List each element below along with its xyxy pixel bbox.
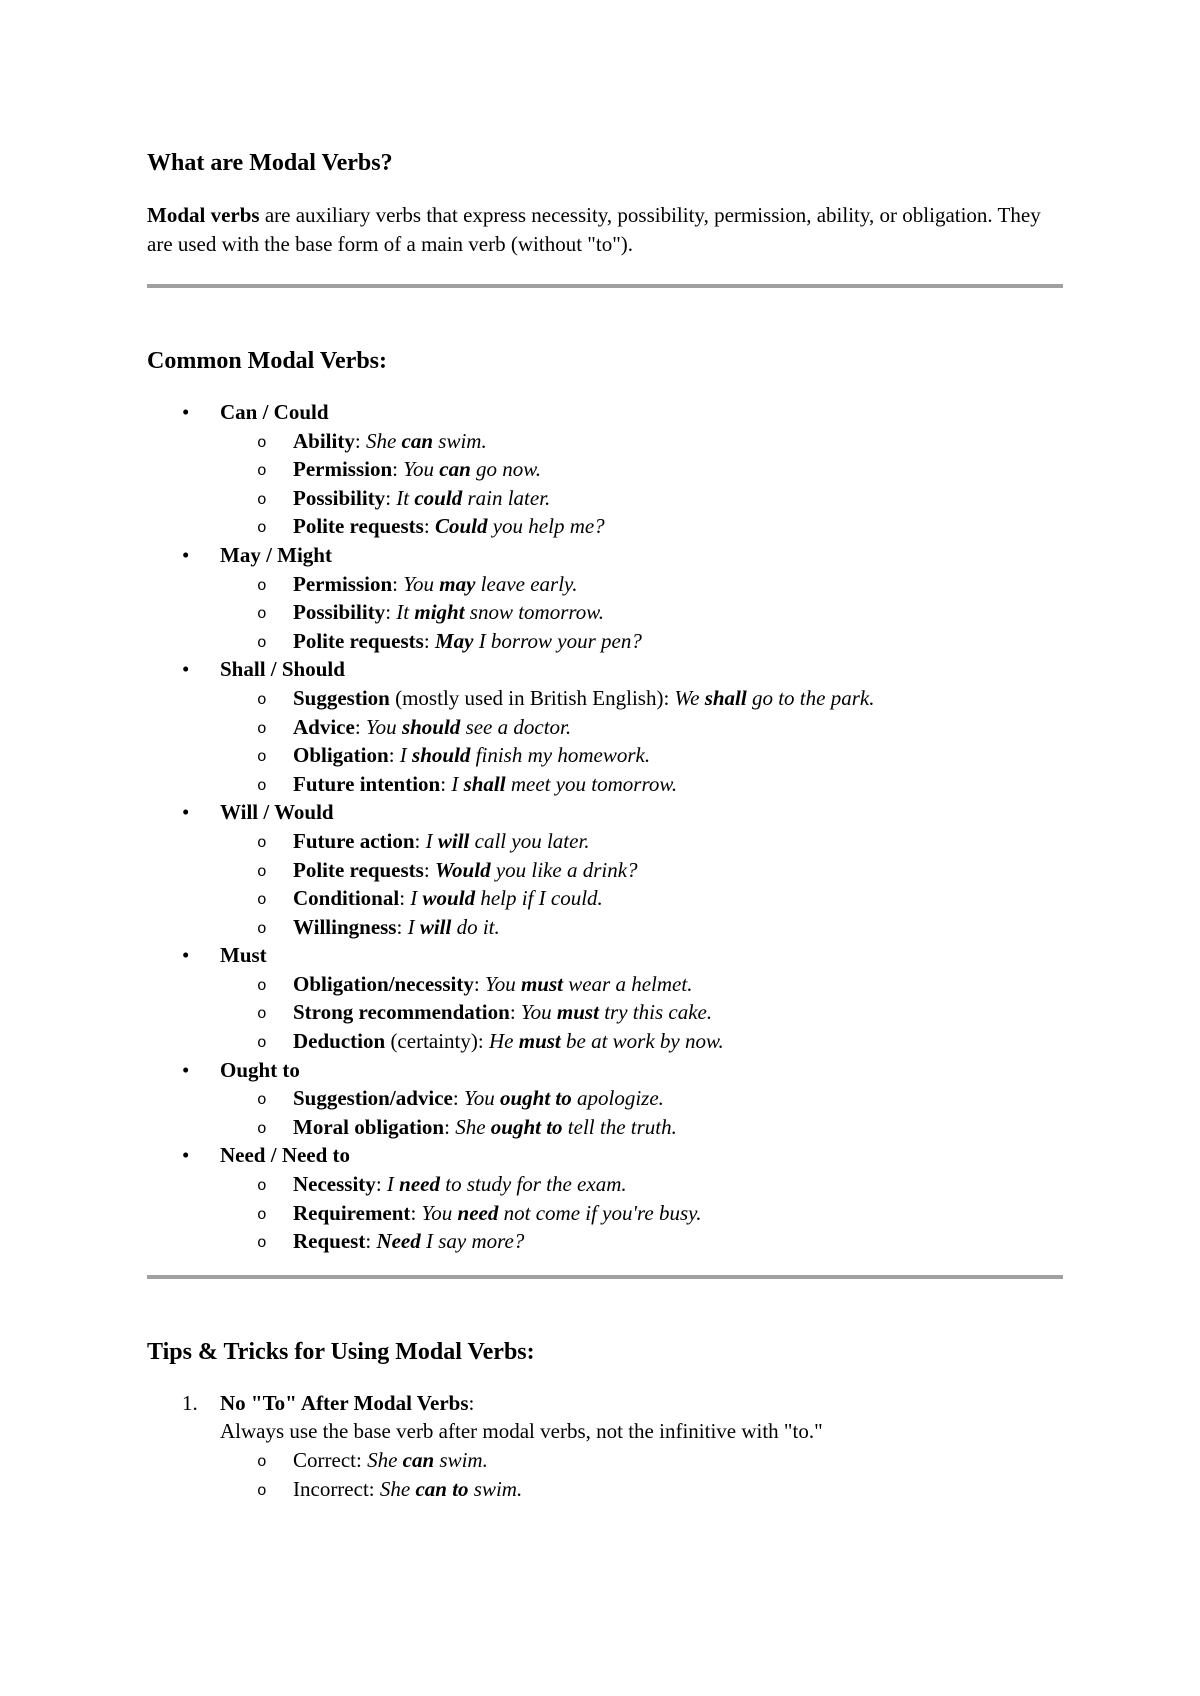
- usage-item: [147, 770, 1063, 799]
- modal-group: [147, 1056, 1063, 1142]
- example-sentence: [435, 629, 642, 653]
- example-post: go to the park.: [746, 685, 875, 710]
- circle-bullet-icon: o: [257, 605, 267, 624]
- usage-item: [147, 713, 1063, 742]
- usage-item: [147, 1027, 1063, 1056]
- usage-list: [220, 427, 1063, 541]
- example-sentence: [451, 772, 677, 796]
- example-pre: She: [367, 1448, 403, 1472]
- example-pre: You: [365, 714, 402, 739]
- circle-bullet-icon: o: [257, 862, 267, 881]
- circle-bullet-icon: o: [257, 719, 267, 738]
- tip-example-label: Incorrect:: [293, 1476, 380, 1501]
- example-sentence: [489, 1029, 724, 1053]
- example-sentence: [426, 829, 590, 853]
- example-post: you help me?: [487, 514, 605, 539]
- example-sentence: [485, 972, 693, 996]
- example-post: swim.: [433, 428, 487, 453]
- usage-item: [147, 427, 1063, 456]
- colon: :: [423, 857, 435, 882]
- usage-label: Polite requests: [293, 857, 424, 882]
- colon: :: [385, 600, 397, 625]
- example-pre: I: [451, 771, 464, 796]
- modal-group-title: Will / Would: [220, 800, 334, 825]
- example-modal: Could: [434, 514, 488, 539]
- example-modal: need: [399, 1172, 440, 1197]
- circle-bullet-icon: o: [257, 490, 267, 509]
- example-post: see a doctor.: [460, 714, 572, 739]
- example-post: be at work by now.: [560, 1029, 724, 1054]
- example-sentence: [464, 1086, 664, 1110]
- example-post: do it.: [451, 914, 500, 939]
- modal-group: [147, 798, 1063, 941]
- example-sentence: [403, 457, 541, 481]
- colon: :: [423, 514, 435, 539]
- usage-label: Deduction: [293, 1029, 386, 1054]
- circle-bullet-icon: o: [257, 891, 267, 910]
- horizontal-rule: [147, 1275, 1063, 1279]
- example-post: swim.: [434, 1448, 488, 1472]
- colon: :: [392, 457, 404, 482]
- example-modal: shall: [463, 771, 506, 796]
- colon: :: [354, 428, 366, 453]
- tip-number: 1.: [182, 1390, 198, 1415]
- usage-item: [147, 484, 1063, 513]
- example-sentence: [403, 572, 577, 596]
- example-sentence: [435, 858, 638, 882]
- modal-verb-list: [147, 398, 1063, 1256]
- example-post: I say more?: [420, 1229, 525, 1254]
- usage-label: Request: [293, 1229, 366, 1254]
- modal-group: [147, 541, 1063, 655]
- circle-bullet-icon: o: [257, 1481, 267, 1500]
- example-modal: must: [518, 1029, 561, 1054]
- example-modal: shall: [704, 685, 747, 710]
- tip-title: No "To" After Modal Verbs: [220, 1390, 469, 1415]
- example-modal: may: [439, 571, 476, 596]
- usage-note: (mostly used in British English): [389, 685, 664, 710]
- example-pre: You: [484, 971, 521, 996]
- usage-item: [147, 856, 1063, 885]
- example-pre: You: [520, 1000, 557, 1025]
- modal-group-title: Shall / Should: [220, 657, 345, 682]
- example-sentence: [400, 743, 650, 767]
- example-post: I borrow your pen?: [473, 628, 642, 653]
- usage-label: Conditional: [293, 886, 400, 911]
- usage-item: [147, 570, 1063, 599]
- usage-list: [220, 684, 1063, 798]
- usage-label: Future action: [293, 828, 415, 853]
- tips-list: [147, 1389, 1063, 1503]
- bullet-icon: •: [182, 542, 190, 567]
- usage-label: Requirement: [293, 1200, 411, 1225]
- example-modal: May: [434, 628, 474, 653]
- example-sentence: [396, 486, 550, 510]
- usage-label: Suggestion: [293, 685, 390, 710]
- tip-example: [147, 1446, 1063, 1475]
- tip-example-label: Correct:: [293, 1448, 368, 1472]
- circle-bullet-icon: o: [257, 433, 267, 452]
- colon: :: [410, 1200, 422, 1225]
- usage-item: [147, 598, 1063, 627]
- intro-bold-term: Modal verbs: [147, 203, 260, 227]
- tip-item: [147, 1389, 1063, 1503]
- example-modal: Would: [434, 857, 491, 882]
- example-sentence: [455, 1115, 677, 1139]
- example-post: rain later.: [462, 485, 551, 510]
- example-modal: ought to: [490, 1114, 563, 1139]
- example-post: apologize.: [571, 1086, 664, 1111]
- heading-what-are-modal-verbs: What are Modal Verbs?: [147, 150, 393, 176]
- usage-label: Obligation/necessity: [293, 971, 474, 996]
- usage-item: [147, 512, 1063, 541]
- modal-group: [147, 398, 1063, 541]
- usage-item: [147, 970, 1063, 999]
- example-pre: It: [396, 485, 415, 510]
- example-post: snow tomorrow.: [464, 600, 604, 625]
- example-post: meet you tomorrow.: [505, 771, 678, 796]
- tip-example-list: [220, 1446, 1063, 1503]
- usage-label: Strong recommendation: [293, 1000, 510, 1025]
- circle-bullet-icon: o: [257, 462, 267, 481]
- colon: :: [365, 1229, 377, 1254]
- usage-item: [147, 1199, 1063, 1228]
- modal-group-title: Need / Need to: [220, 1143, 351, 1168]
- usage-item: [147, 684, 1063, 713]
- usage-label: Suggestion/advice: [293, 1086, 453, 1111]
- example-post: call you later.: [469, 828, 590, 853]
- example-post: finish my homework.: [470, 743, 651, 768]
- usage-label: Willingness: [293, 914, 397, 939]
- example-post: help if I could.: [475, 886, 603, 911]
- circle-bullet-icon: o: [257, 1091, 267, 1110]
- example-post: not come if you're busy.: [498, 1200, 702, 1225]
- bullet-icon: •: [182, 1057, 190, 1082]
- example-sentence: [422, 1201, 702, 1225]
- usage-label: Necessity: [293, 1172, 376, 1197]
- usage-list: [220, 570, 1063, 656]
- colon: :: [477, 1029, 489, 1054]
- usage-list: [220, 1084, 1063, 1141]
- colon: :: [385, 485, 397, 510]
- example-modal: would: [422, 886, 476, 911]
- modal-group-title: Must: [220, 943, 267, 968]
- circle-bullet-icon: o: [257, 1234, 267, 1253]
- tip-example: [147, 1475, 1063, 1504]
- example-sentence: [435, 514, 605, 538]
- example-sentence: [410, 886, 603, 910]
- example-post: swim.: [468, 1476, 523, 1501]
- example-post: wear a helmet.: [562, 971, 693, 996]
- example-pre: I: [386, 1172, 400, 1197]
- usage-list: [220, 970, 1063, 1056]
- example-modal: can: [439, 457, 471, 482]
- usage-label: Possibility: [293, 485, 386, 510]
- example-pre: It: [396, 600, 415, 625]
- example-sentence: [366, 429, 487, 453]
- colon: :: [509, 1000, 521, 1025]
- usage-item: [147, 455, 1063, 484]
- usage-label: Possibility: [293, 600, 386, 625]
- colon: :: [388, 743, 400, 768]
- circle-bullet-icon: o: [257, 833, 267, 852]
- example-sentence: [675, 686, 875, 710]
- intro-paragraph: [147, 201, 1063, 259]
- example-pre: You: [403, 571, 440, 596]
- modal-group: [147, 941, 1063, 1055]
- bullet-icon: •: [182, 657, 190, 682]
- usage-note: (certainty): [385, 1029, 478, 1054]
- usage-item: [147, 827, 1063, 856]
- example-pre: I: [425, 828, 438, 853]
- circle-bullet-icon: o: [257, 519, 267, 538]
- intro-text: are auxiliary verbs that express necessity, possibility, permission, ability, or obligation. They are used with the base form of a main verb (without "to").: [147, 203, 1041, 256]
- modal-group-title: Ought to: [220, 1057, 300, 1082]
- usage-list: [220, 1170, 1063, 1256]
- example-sentence: [366, 715, 571, 739]
- tip-text: Always use the base verb after modal verbs, not the infinitive with "to.": [220, 1419, 823, 1444]
- tip-heading: No "To" After Modal Verbs:: [220, 1390, 475, 1415]
- example-pre: I: [407, 914, 420, 939]
- usage-label: Permission: [293, 457, 393, 482]
- example-modal: will: [437, 828, 470, 853]
- modal-group: [147, 1141, 1063, 1255]
- usage-label: Moral obligation: [293, 1114, 445, 1139]
- circle-bullet-icon: o: [257, 1177, 267, 1196]
- modal-group: [147, 655, 1063, 798]
- example-pre: She: [455, 1114, 491, 1139]
- example-sentence: [376, 1229, 524, 1253]
- example-modal: can: [402, 1448, 435, 1472]
- example-post: go now.: [470, 457, 541, 482]
- usage-item: [147, 884, 1063, 913]
- example-pre: You: [403, 457, 440, 482]
- usage-label: Permission: [293, 571, 393, 596]
- heading-common-modal-verbs: Common Modal Verbs:: [147, 348, 388, 374]
- usage-item: [147, 627, 1063, 656]
- usage-label: Ability: [293, 428, 355, 453]
- usage-item: [147, 1113, 1063, 1142]
- example-modal: need: [457, 1200, 499, 1225]
- usage-item: [147, 998, 1063, 1027]
- modal-group-title: May / Might: [220, 542, 332, 567]
- circle-bullet-icon: o: [257, 690, 267, 709]
- circle-bullet-icon: o: [257, 748, 267, 767]
- colon: :: [473, 971, 485, 996]
- example-post: to study for the exam.: [439, 1172, 627, 1197]
- circle-bullet-icon: o: [257, 976, 267, 995]
- example-modal: must: [556, 1000, 599, 1025]
- example-sentence: [387, 1172, 627, 1196]
- example-pre: I: [399, 743, 413, 768]
- usage-label: Polite requests: [293, 514, 424, 539]
- colon: :: [396, 914, 408, 939]
- example-modal: ought to: [499, 1086, 572, 1111]
- usage-item: [147, 741, 1063, 770]
- usage-item: [147, 1170, 1063, 1199]
- colon: :: [375, 1172, 387, 1197]
- bullet-icon: •: [182, 800, 190, 825]
- usage-item: [147, 1084, 1063, 1113]
- colon: :: [399, 886, 411, 911]
- example-pre: I: [410, 886, 423, 911]
- example-modal: should: [401, 714, 461, 739]
- modal-group-title: Can / Could: [220, 400, 329, 424]
- example-sentence: [380, 1477, 522, 1501]
- example-pre: She: [365, 428, 402, 453]
- usage-label: Polite requests: [293, 628, 424, 653]
- circle-bullet-icon: o: [257, 919, 267, 938]
- example-sentence: [367, 1448, 488, 1472]
- circle-bullet-icon: o: [257, 776, 267, 795]
- usage-label: Future intention: [293, 771, 441, 796]
- colon: :: [354, 714, 366, 739]
- colon: :: [663, 685, 675, 710]
- example-modal: should: [412, 743, 471, 768]
- example-sentence: [408, 915, 500, 939]
- example-modal: can: [401, 428, 434, 453]
- usage-label: Advice: [293, 714, 355, 739]
- bullet-icon: •: [182, 1143, 190, 1168]
- example-sentence: [396, 600, 604, 624]
- example-pre: You: [421, 1200, 458, 1225]
- example-sentence: [521, 1000, 712, 1024]
- example-modal: Need: [376, 1229, 421, 1254]
- colon: :: [392, 571, 404, 596]
- colon: :: [444, 1114, 456, 1139]
- heading-tips-and-tricks: Tips & Tricks for Using Modal Verbs:: [147, 1338, 535, 1365]
- bullet-icon: •: [182, 943, 190, 968]
- usage-item: [147, 1227, 1063, 1256]
- usage-item: [147, 913, 1063, 942]
- circle-bullet-icon: o: [257, 1119, 267, 1138]
- document-content: [147, 148, 1063, 1503]
- example-pre: He: [488, 1029, 519, 1054]
- colon: :: [414, 828, 426, 853]
- colon: :: [452, 1086, 464, 1111]
- example-pre: You: [463, 1086, 500, 1111]
- circle-bullet-icon: o: [257, 1205, 267, 1224]
- usage-list: [220, 827, 1063, 941]
- circle-bullet-icon: o: [257, 1034, 267, 1053]
- colon: :: [423, 628, 435, 653]
- usage-label: Obligation: [293, 743, 389, 768]
- example-modal: can to: [415, 1476, 469, 1501]
- example-post: leave early.: [475, 571, 578, 596]
- circle-bullet-icon: o: [257, 1453, 267, 1471]
- example-post: try this cake.: [598, 1000, 713, 1025]
- example-modal: will: [419, 914, 452, 939]
- example-modal: could: [414, 485, 463, 510]
- example-modal: must: [520, 971, 563, 996]
- example-pre: We: [674, 685, 705, 710]
- circle-bullet-icon: o: [257, 1005, 267, 1024]
- example-post: tell the truth.: [562, 1114, 677, 1139]
- circle-bullet-icon: o: [257, 576, 267, 595]
- example-modal: might: [414, 600, 465, 625]
- colon: :: [440, 771, 452, 796]
- example-pre: She: [379, 1476, 416, 1501]
- circle-bullet-icon: o: [257, 633, 267, 652]
- example-post: you like a drink?: [490, 857, 638, 882]
- bullet-icon: •: [182, 400, 190, 424]
- horizontal-rule: [147, 284, 1063, 288]
